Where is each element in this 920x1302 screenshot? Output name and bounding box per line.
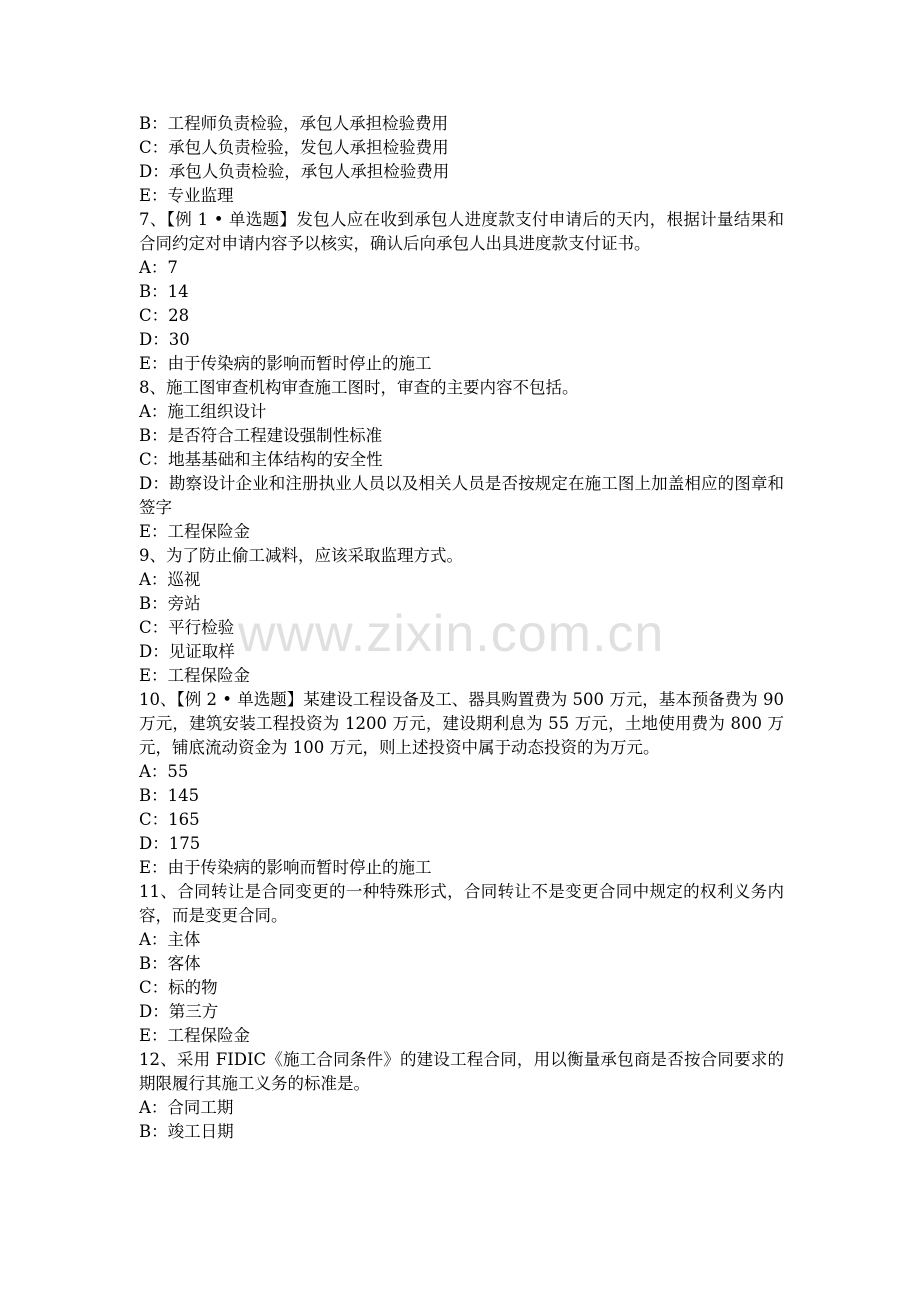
option-b-q9: B：旁站: [139, 594, 201, 613]
question-10: 10、【例 2 • 单选题】某建设工程设备及工、器具购置费为 500 万元，基本预备费为 90 万元，建筑安装工程投资为 1200 万元，建设期利息为 55 万元，土地使用费为 800 万元，铺底流动资金为 100 万元，则上述投资中属于动态投资的为万元。: [139, 690, 784, 757]
option-b-q11: B：客体: [139, 954, 201, 973]
watermark-text: www.zixin.com.cn: [238, 605, 665, 663]
option-e-q8: E：工程保险金: [139, 522, 251, 541]
option-a-q10: A：55: [139, 762, 189, 781]
option-c-q10: C：165: [139, 810, 200, 829]
option-d-q8: D：勘察设计企业和注册执业人员以及相关人员是否按规定在施工图上加盖相应的图章和签字: [139, 474, 784, 517]
question-8: 8、施工图审查机构审查施工图时，审查的主要内容不包括。: [139, 378, 579, 397]
option-e-q9: E：工程保险金: [139, 666, 251, 685]
option-d-q9: D：见证取样: [139, 642, 235, 661]
option-c-q8: C：地基基础和主体结构的安全性: [139, 450, 383, 469]
option-a-q11: A：主体: [139, 930, 201, 949]
question-11: 11、合同转让是合同变更的一种特殊形式，合同转让不是变更合同中规定的权利义务内容，而是变更合同。: [139, 882, 784, 925]
option-c-q11: C：标的物: [139, 978, 218, 997]
option-b-q6: B：工程师负责检验，承包人承担检验费用: [139, 114, 449, 133]
option-a-q9: A：巡视: [139, 570, 201, 589]
option-a-q12: A：合同工期: [139, 1098, 234, 1117]
option-e-q11: E：工程保险金: [139, 1026, 251, 1045]
option-e-q6: E：专业监理: [139, 186, 234, 205]
option-a-q7: A：7: [139, 258, 178, 277]
document-body: [139, 112, 784, 1144]
option-b-q10: B：145: [139, 786, 200, 805]
option-b-q8: B：是否符合工程建设强制性标准: [139, 426, 383, 445]
question-9: 9、为了防止偷工减料，应该采取监理方式。: [139, 546, 463, 565]
option-c-q7: C：28: [139, 306, 190, 325]
option-c-q6: C：承包人负责检验，发包人承担检验费用: [139, 138, 449, 157]
option-d-q6: D：承包人负责检验，承包人承担检验费用: [139, 162, 450, 181]
option-a-q8: A：施工组织设计: [139, 402, 267, 421]
option-c-q9: C：平行检验: [139, 618, 235, 637]
option-d-q7: D：30: [139, 330, 190, 349]
option-d-q10: D：175: [139, 834, 201, 853]
option-e-q7: E：由于传染病的影响而暂时停止的施工: [139, 354, 432, 373]
option-b-q7: B：14: [139, 282, 189, 301]
option-d-q11: D：第三方: [139, 1002, 219, 1021]
option-b-q12: B：竣工日期: [139, 1122, 234, 1141]
question-12: 12、采用 FIDIC《施工合同条件》的建设工程合同，用以衡量承包商是否按合同要求的期限履行其施工义务的标准是。: [139, 1050, 784, 1093]
option-e-q10: E：由于传染病的影响而暂时停止的施工: [139, 858, 432, 877]
question-7: 7、【例 1 • 单选题】发包人应在收到承包人进度款支付申请后的天内，根据计量结果和合同约定对申请内容予以核实，确认后向承包人出具进度款支付证书。: [139, 210, 784, 253]
